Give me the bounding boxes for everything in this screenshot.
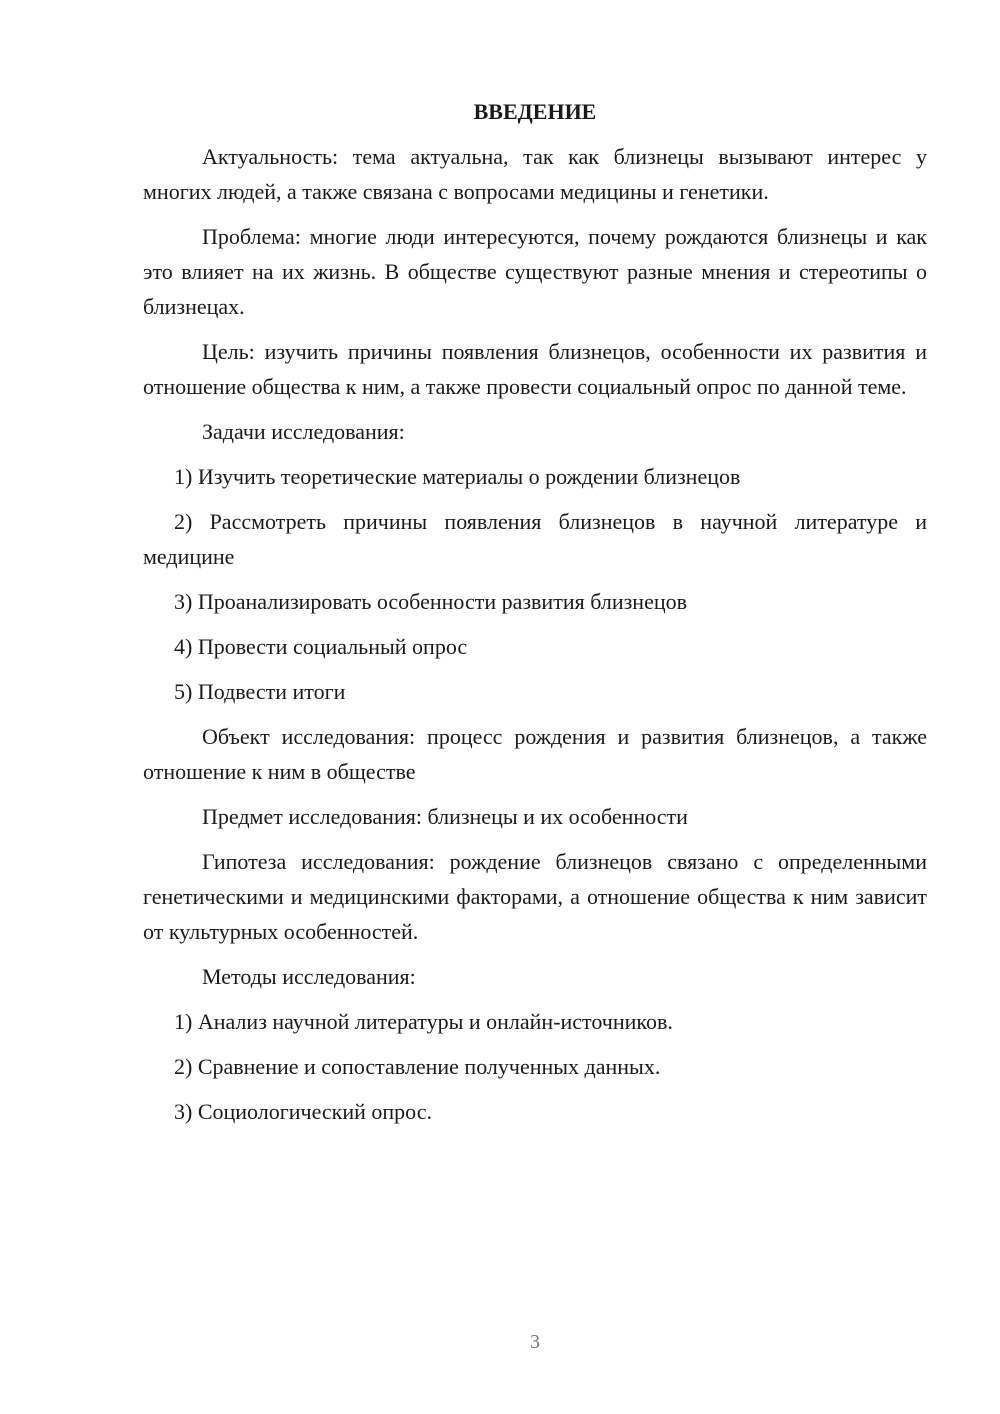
- goal-paragraph: Цель: изучить причины появления близнецов, особенности их развития и отношение общества к ним, а также провести социальный опрос по данной теме.: [143, 339, 927, 399]
- method-item-1: 1) Анализ научной литературы и онлайн-источников.: [174, 1009, 673, 1034]
- task-item-2: 2) Рассмотреть причины появления близнецов в научной литературе и медицине: [143, 509, 927, 569]
- task-item-3: 3) Проанализировать особенности развития близнецов: [174, 589, 688, 614]
- hypothesis-paragraph: Гипотеза исследования: рождение близнецов связано с определенными генетическими и медицинскими факторами, а отношение общества к ним зависит от культурных особенностей.: [143, 849, 927, 944]
- document-body: [143, 94, 927, 1139]
- methods-heading: Методы исследования:: [202, 964, 416, 989]
- method-item-3: 3) Социологический опрос.: [174, 1099, 432, 1124]
- page-number: 3: [530, 1331, 540, 1353]
- subject-paragraph: Предмет исследования: близнецы и их особенности: [202, 804, 688, 829]
- method-item-2: 2) Сравнение и сопоставление полученных данных.: [174, 1054, 661, 1079]
- object-paragraph: Объект исследования: процесс рождения и развития близнецов, а также отношение к ним в обществе: [143, 724, 927, 784]
- task-item-4: 4) Провести социальный опрос: [174, 634, 468, 659]
- task-item-5: 5) Подвести итоги: [174, 679, 346, 704]
- problem-paragraph: Проблема: многие люди интересуются, почему рождаются близнецы и как это влияет на их жизнь. В обществе существуют разные мнения и стереотипы о близнецах.: [143, 224, 927, 319]
- tasks-heading: Задачи исследования:: [202, 419, 405, 444]
- task-item-1: 1) Изучить теоретические материалы о рождении близнецов: [174, 464, 741, 489]
- relevance-paragraph: Актуальность: тема актуальна, так как близнецы вызывают интерес у многих людей, а также связана с вопросами медицины и генетики.: [143, 144, 927, 204]
- section-title: ВВЕДЕНИЕ: [473, 99, 597, 124]
